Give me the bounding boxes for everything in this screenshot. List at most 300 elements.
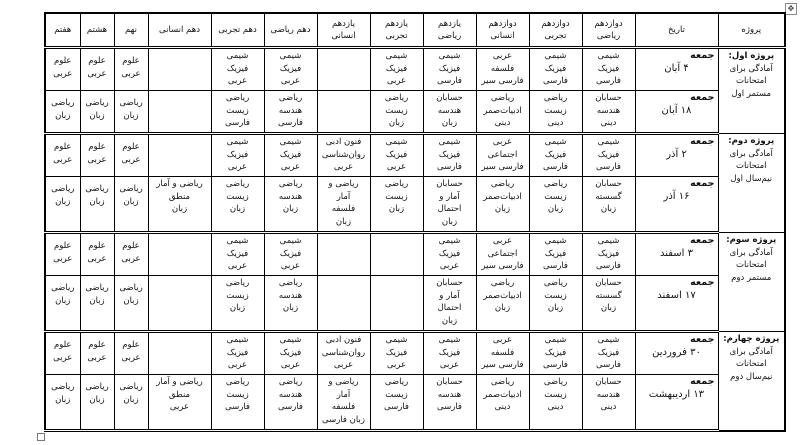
subject-cell [211, 332, 264, 375]
subject-line: زبان [55, 295, 71, 306]
subject-line: عربی [333, 360, 354, 370]
subject-cell [45, 134, 80, 177]
column-header: دهم ریاضی [264, 13, 317, 48]
project-line: پروژه سوم: [726, 235, 777, 246]
subject-line: شیمی [597, 335, 620, 345]
subject-cell [476, 91, 529, 134]
subject-line: فارسی [278, 118, 303, 129]
subject-cell [529, 48, 582, 91]
subject-line: حسابان [595, 278, 622, 289]
project-cell [718, 332, 785, 431]
subject-cell [211, 375, 264, 431]
subject-line: حسابان [595, 93, 622, 104]
date-value: ۴ آبان [664, 62, 689, 74]
subject-line: عربی [121, 154, 141, 165]
subject-line: زیست [385, 105, 408, 116]
subject-cell [370, 48, 423, 91]
subject-line: روان‌شناسی [321, 347, 366, 358]
subject-line: زبان [123, 394, 139, 405]
subject-line: زیست [385, 389, 408, 400]
column-header: نهم [114, 13, 148, 48]
date-value: ۲ آذر [666, 148, 687, 160]
subject-line: علوم [122, 56, 140, 66]
subject-line: ریاضی [543, 377, 568, 388]
project-line: پروژه اول: [728, 51, 775, 61]
subject-cell [476, 134, 529, 177]
subject-line: عربی [280, 76, 301, 86]
subject-cell [45, 91, 80, 134]
subject-line: زبان [89, 394, 105, 405]
subject-cell [423, 91, 476, 134]
subject-line: عربی [227, 76, 248, 86]
subject-line: شیمی [544, 51, 567, 61]
subject-line: دینی [494, 402, 511, 413]
subject-cell [582, 332, 635, 375]
subject-line: زبان [55, 110, 71, 121]
subject-cell [529, 276, 582, 332]
subject-line: فنون ادبی [325, 137, 362, 148]
subject-line: ریاضی و آمار [328, 377, 359, 400]
subject-line: آمار و احتمال [437, 290, 462, 314]
subject-cell [114, 276, 148, 332]
subject-line: ریاضی [225, 278, 250, 289]
subject-cell [264, 375, 317, 431]
subject-line: ریاضی [225, 377, 250, 388]
date-cell [635, 332, 718, 375]
subject-line: فیزیک [597, 347, 620, 358]
subject-line: ریاضی [384, 179, 409, 190]
subject-line: فارسی [596, 76, 621, 86]
subject-line: فیزیک [226, 248, 249, 259]
subject-cell [317, 375, 370, 431]
subject-cell [80, 276, 114, 332]
subject-line: حسابان [436, 278, 463, 289]
subject-line: شیمی [544, 236, 567, 247]
subject-line: زیست [226, 191, 249, 202]
subject-cell [476, 332, 529, 375]
subject-line: زبان [547, 204, 564, 215]
subject-line: عربی [87, 68, 107, 79]
subject-cell [529, 177, 582, 233]
subject-line: شیمی [279, 137, 302, 148]
table-row [45, 332, 785, 375]
subject-line: فیزیک [385, 347, 408, 358]
subject-cell [370, 332, 423, 375]
subject-line: فلسفه [490, 347, 515, 358]
subject-line: فیزیک [385, 149, 408, 160]
subject-cell [317, 177, 370, 233]
subject-cell [317, 134, 370, 177]
subject-line: شیمی [544, 137, 567, 148]
subject-cell [529, 233, 582, 276]
subject-line: ریاضی [225, 179, 250, 190]
subject-line: عربی [53, 68, 73, 79]
date-day: جمعه [690, 334, 715, 345]
subject-line: منطق [168, 191, 191, 202]
subject-line: شیمی [226, 137, 249, 148]
subject-cell [423, 375, 476, 431]
exam-schedule-table [44, 12, 786, 432]
subject-line: عربی [169, 402, 190, 413]
subject-line: عربی [386, 360, 407, 370]
subject-line: اجتماعی [487, 248, 518, 259]
subject-line: زبان [229, 204, 246, 215]
subject-line: شیمی [226, 236, 249, 247]
subject-line: عربی [492, 236, 513, 247]
subject-line: علوم [53, 142, 72, 153]
subject-cell [582, 91, 635, 134]
subject-line: زبان [494, 204, 511, 215]
subject-line: زبان [55, 394, 71, 405]
subject-cell [423, 276, 476, 332]
subject-line: زبان [600, 303, 617, 314]
subject-line: زبان [89, 295, 105, 306]
subject-line: زیست [544, 191, 567, 202]
subject-cell [45, 332, 80, 375]
subject-line: فیزیک [438, 63, 461, 74]
subject-line: شیمی [385, 335, 408, 345]
subject-line: عربی [280, 360, 301, 370]
column-header: دوازدهم ریاضی [582, 13, 635, 48]
project-line: امتحانات [735, 359, 767, 369]
subject-line: ریاضی [490, 93, 515, 104]
subject-line: عربی [87, 253, 107, 264]
subject-line: عربی [386, 162, 407, 173]
subject-line: عربی [280, 261, 301, 272]
subject-line: زیست [544, 105, 567, 116]
subject-line: هندسه [278, 105, 303, 116]
date-day: جمعه [690, 376, 715, 388]
subject-line: فارسی [596, 261, 621, 272]
subject-cell [582, 177, 635, 233]
date-value: ۳۰ فروردین [652, 346, 701, 358]
date-value: ۱۶ آذر [663, 190, 690, 202]
subject-cell [114, 177, 148, 233]
subject-cell [80, 375, 114, 431]
subject-line: عربی [386, 76, 407, 86]
table-row [45, 233, 785, 276]
subject-line: فارسی [543, 360, 568, 370]
project-line: نیم‌سال دوم [730, 371, 773, 382]
subject-line: ریاضی [85, 283, 109, 294]
subject-line: فیزیک [544, 63, 567, 74]
subject-cell [264, 48, 317, 91]
subject-line: فارسی [596, 162, 621, 173]
subject-line: روان‌شناسی [321, 149, 366, 160]
subject-cell [582, 276, 635, 332]
subject-cell [211, 177, 264, 233]
subject-cell [45, 177, 80, 233]
subject-cell [148, 48, 211, 91]
subject-line: زیست [544, 290, 567, 301]
subject-line: شیمی [597, 51, 620, 61]
project-line: مستمر اول [731, 88, 772, 99]
subject-line: زبان [123, 196, 139, 207]
subject-line: فیزیک [226, 149, 249, 160]
subject-line: عربی [53, 154, 73, 165]
date-cell [635, 276, 718, 332]
subject-line: فارسی [543, 162, 568, 173]
subject-cell [423, 134, 476, 177]
subject-line: عربی [87, 154, 107, 165]
subject-cell [370, 177, 423, 233]
project-line: امتحانات [735, 161, 767, 172]
subject-line: ریاضی [278, 93, 303, 104]
date-cell [635, 48, 718, 91]
column-header: هفتم [45, 13, 80, 48]
subject-line: زبان [388, 118, 405, 129]
subject-line: شیمی [597, 137, 620, 148]
subject-cell [317, 233, 370, 276]
subject-cell [423, 48, 476, 91]
column-header: یازدهم ریاضی [423, 13, 476, 48]
subject-line: فیزیک [597, 63, 620, 74]
column-header: یازدهم تجربی [370, 13, 423, 48]
subject-cell [264, 332, 317, 375]
subject-cell [80, 48, 114, 91]
date-value: ۱۸ آبان [661, 104, 692, 116]
subject-line: عربی [227, 162, 248, 173]
subject-line: حسابان [595, 179, 622, 190]
subject-line: ادبیات‌صمر [483, 105, 522, 116]
subject-line: فارسی [437, 402, 462, 413]
subject-line: شیمی [226, 51, 249, 61]
subject-cell [148, 134, 211, 177]
subject-line: شیمی [385, 51, 408, 61]
subject-line: عربی [121, 352, 141, 363]
subject-cell [45, 48, 80, 91]
subject-line: فارسی [543, 261, 568, 272]
subject-line: ریاضی [119, 283, 143, 294]
paragraph-end-mark [37, 433, 45, 441]
table-move-handle-icon[interactable]: ✥ [785, 3, 797, 15]
date-cell [635, 134, 718, 177]
subject-line: فارسی [437, 162, 462, 173]
subject-line: دینی [547, 402, 564, 413]
project-line: آمادگی برای [729, 247, 773, 258]
column-header: یازدهم انسانی [317, 13, 370, 48]
subject-line: ریاضی و آمار [328, 179, 359, 202]
subject-line: شیمی [597, 236, 620, 247]
subject-line: دینی [600, 118, 617, 129]
subject-cell [264, 177, 317, 233]
subject-cell [264, 91, 317, 134]
subject-cell [529, 375, 582, 431]
subject-cell [114, 375, 148, 431]
column-header: دوازدهم تجربی [529, 13, 582, 48]
subject-cell [476, 233, 529, 276]
subject-line: شیمی [438, 137, 461, 148]
subject-line: دینی [494, 118, 511, 129]
subject-line: زبان [55, 196, 71, 207]
subject-line: فیزیک [544, 248, 567, 259]
project-cell [718, 134, 785, 233]
subject-line: هندسه [278, 290, 303, 301]
subject-line: فیزیک [597, 149, 620, 160]
subject-line: ریاضی [490, 179, 515, 190]
subject-line: ریاضی [490, 377, 515, 388]
subject-line: عربی [227, 360, 248, 370]
subject-line: ریاضی [119, 98, 143, 109]
subject-line: ریاضی [225, 93, 250, 104]
subject-line: عربی [280, 162, 301, 173]
subject-line: فیزیک [385, 63, 408, 74]
subject-line: ریاضی [543, 93, 568, 104]
subject-cell [45, 233, 80, 276]
subject-line: شیمی [385, 137, 408, 148]
subject-cell [476, 177, 529, 233]
subject-line: ریاضی [51, 382, 75, 393]
subject-line: عربی [121, 68, 141, 79]
subject-cell [211, 233, 264, 276]
subject-line: ریاضی [51, 283, 75, 294]
subject-cell [80, 134, 114, 177]
project-cell [718, 233, 785, 332]
subject-line: فارسی [596, 360, 621, 370]
subject-line: ریاضی و آمار [156, 377, 203, 388]
subject-cell [80, 332, 114, 375]
subject-cell [45, 375, 80, 431]
subject-line: ریاضی و آمار [156, 179, 203, 190]
subject-line: فیزیک [597, 248, 620, 259]
subject-line: هندسه [278, 389, 303, 400]
subject-line: فارسی سیر [481, 261, 524, 272]
subject-line: منطق [168, 389, 191, 400]
date-value: ۱۳ اردیبهشت [648, 388, 705, 400]
subject-line: فیزیک [226, 63, 249, 74]
subject-line: ادبیات‌صمر [483, 290, 522, 301]
subject-cell [529, 91, 582, 134]
subject-line: علوم [88, 241, 106, 252]
project-line: نیم‌سال اول [730, 173, 773, 184]
subject-cell [45, 276, 80, 332]
subject-line: فلسفه [331, 402, 356, 413]
subject-line: علوم [53, 241, 72, 252]
subject-line: علوم [88, 340, 106, 350]
subject-line: زبان [282, 204, 299, 215]
project-line: امتحانات [735, 76, 767, 86]
subject-line: عربی [53, 253, 73, 264]
subject-line: هندسه [437, 389, 462, 400]
subject-line: علوم [88, 142, 106, 153]
subject-line: زبان [441, 118, 458, 129]
subject-line: علوم [122, 142, 140, 153]
subject-cell [80, 233, 114, 276]
date-value: ۳ اسفند [659, 247, 694, 259]
subject-line: زبان [494, 303, 511, 314]
column-header: تاریخ [635, 13, 718, 48]
subject-line: زیست [544, 389, 567, 400]
project-line: آمادگی برای [729, 63, 773, 74]
subject-line: حسابان [436, 377, 463, 388]
subject-line: علوم [88, 56, 106, 66]
subject-line: هندسه [596, 389, 621, 400]
subject-line: زیست [385, 191, 408, 202]
subject-line: ریاضی [543, 278, 568, 289]
date-day: جمعه [690, 178, 715, 190]
subject-line: فارسی [384, 402, 409, 413]
subject-line: حسابان [436, 93, 463, 104]
subject-line: ریاضی [543, 179, 568, 190]
subject-cell [370, 233, 423, 276]
date-cell [635, 177, 718, 233]
subject-line: عربی [53, 352, 73, 363]
schedule-body [45, 48, 785, 431]
subject-line: زبان [229, 303, 246, 314]
subject-line: ریاضی [119, 184, 143, 195]
subject-line: ریاضی [85, 382, 109, 393]
subject-line: اجتماعی [487, 149, 518, 160]
subject-cell [148, 233, 211, 276]
subject-line: فارسی سیر [481, 360, 524, 370]
subject-line: زبان [123, 110, 139, 121]
project-line: امتحانات [735, 260, 767, 271]
subject-line: فیزیک [438, 248, 461, 259]
subject-cell [423, 332, 476, 375]
subject-line: فیزیک [226, 347, 249, 358]
table-row [45, 48, 785, 91]
subject-line: عربی [227, 261, 248, 272]
date-day: جمعه [690, 92, 715, 104]
subject-line: زبان [171, 204, 188, 215]
subject-cell [148, 332, 211, 375]
subject-line: شیمی [279, 51, 302, 61]
subject-line: دینی [547, 118, 564, 129]
subject-line: علوم [122, 241, 140, 252]
subject-line: ریاضی [490, 278, 515, 289]
subject-line: ریاضی [278, 377, 303, 388]
subject-line: دینی [600, 402, 617, 413]
subject-line: زبان [600, 204, 617, 215]
subject-line: ادبیات‌صمر [483, 191, 522, 202]
subject-line: فارسی سیر [481, 76, 524, 86]
table-row [45, 276, 785, 332]
date-cell [635, 233, 718, 276]
subject-line: فلسفه [490, 63, 515, 74]
subject-cell [114, 91, 148, 134]
subject-cell [582, 233, 635, 276]
subject-line: هندسه [596, 105, 621, 116]
subject-line: ریاضی [51, 184, 75, 195]
subject-line: شیمی [226, 335, 249, 345]
subject-cell [370, 375, 423, 431]
subject-cell [317, 48, 370, 91]
subject-line: ریاضی [384, 93, 409, 104]
subject-line: فارسی [225, 402, 250, 413]
subject-cell [370, 91, 423, 134]
subject-line: ریاضی [278, 179, 303, 190]
subject-cell [211, 91, 264, 134]
subject-cell [148, 177, 211, 233]
subject-line: شیمی [279, 236, 302, 247]
project-line: مستمر دوم [731, 272, 772, 283]
subject-line: ریاضی [85, 98, 109, 109]
subject-line: حسابان [436, 179, 463, 190]
subject-cell [211, 48, 264, 91]
subject-line: ریاضی [51, 98, 75, 109]
subject-line: عربی [492, 335, 513, 345]
subject-line: شیمی [544, 335, 567, 345]
date-day: جمعه [690, 50, 715, 61]
project-line: آمادگی برای [729, 346, 773, 357]
subject-cell [476, 375, 529, 431]
subject-line: فیزیک [438, 149, 461, 160]
subject-line: زبان [441, 315, 458, 326]
subject-line: زبان [335, 216, 352, 227]
date-day: جمعه [690, 277, 715, 289]
subject-cell [423, 233, 476, 276]
subject-line: عربی [87, 352, 107, 363]
